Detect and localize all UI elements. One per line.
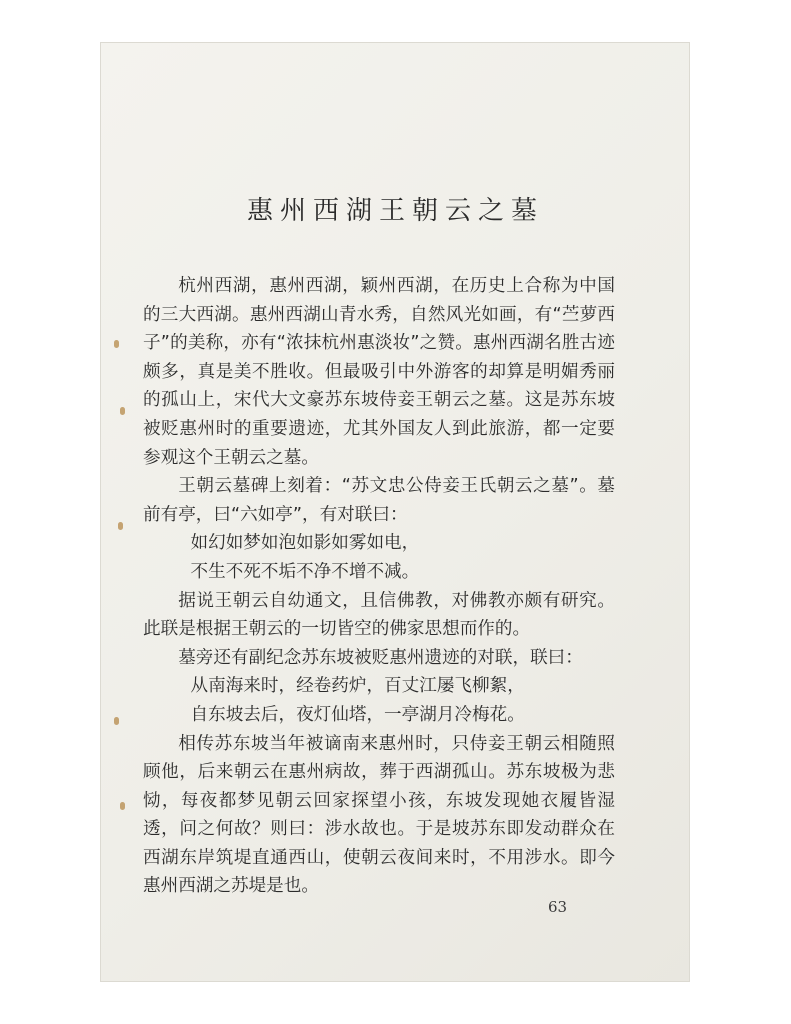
paragraph: 墓旁还有副纪念苏东坡被贬惠州遗迹的对联，联曰： — [178, 647, 583, 668]
couplet-line: 从南海来时，经卷药炉，百丈江屡飞柳絮， — [190, 676, 525, 697]
paragraph: 相传苏东坡当年被谪南来惠州时，只侍妾王朝云相随照顾他，后来朝云在惠州病故，葬于西湖孤山。苏东坡极为悲恸，每夜都梦见朝云回家探望小孩，东坡发现她衣履皆湿透，问之何故？则曰：涉水故也。于是坡苏东即发动群众在西湖东岸筑堤直通西山，使朝云夜间来时，不用涉水。即今惠州西湖之苏堤是也。 — [143, 733, 615, 897]
couplet-line: 如幻如梦如泡如影如雾如电， — [190, 533, 420, 554]
page-title: 惠州西湖王朝云之墓 — [246, 196, 544, 226]
couplet-line: 不生不死不垢不净不增不减。 — [190, 561, 420, 582]
binding-hole — [118, 522, 123, 530]
page-number: 63 — [548, 898, 568, 916]
binding-hole — [120, 802, 125, 810]
binding-hole — [114, 340, 119, 348]
binding-hole — [120, 407, 125, 415]
couplet-line: 自东坡去后，夜灯仙塔，一亭湖月冷梅花。 — [190, 704, 525, 725]
paragraph: 王朝云墓碑上刻着：“苏文忠公侍妾王氏朝云之墓”。墓前有亭，曰“六如亭”，有对联曰： — [143, 476, 615, 525]
paragraph: 杭州西湖，惠州西湖，颖州西湖，在历史上合称为中国的三大西湖。惠州西湖山青水秀，自然风光如画，有“苎萝西子”的美称，亦有“浓抹杭州惠淡妆”之赞。惠州西湖名胜古迹颇多，真是美不胜收。但最吸引中外游客的却算是明媚秀丽的孤山上，宋代大文豪苏东坡侍妾王朝云之墓。这是苏东坡被贬惠州时的重要遗迹，尤其外国友人到此旅游，都一定要参观这个王朝云之墓。 — [143, 276, 615, 468]
paragraph: 据说王朝云自幼通文，且信佛教，对佛教亦颇有研究。此联是根据王朝云的一切皆空的佛家思想而作的。 — [143, 590, 615, 640]
article-body — [143, 272, 615, 901]
binding-hole — [114, 717, 119, 725]
